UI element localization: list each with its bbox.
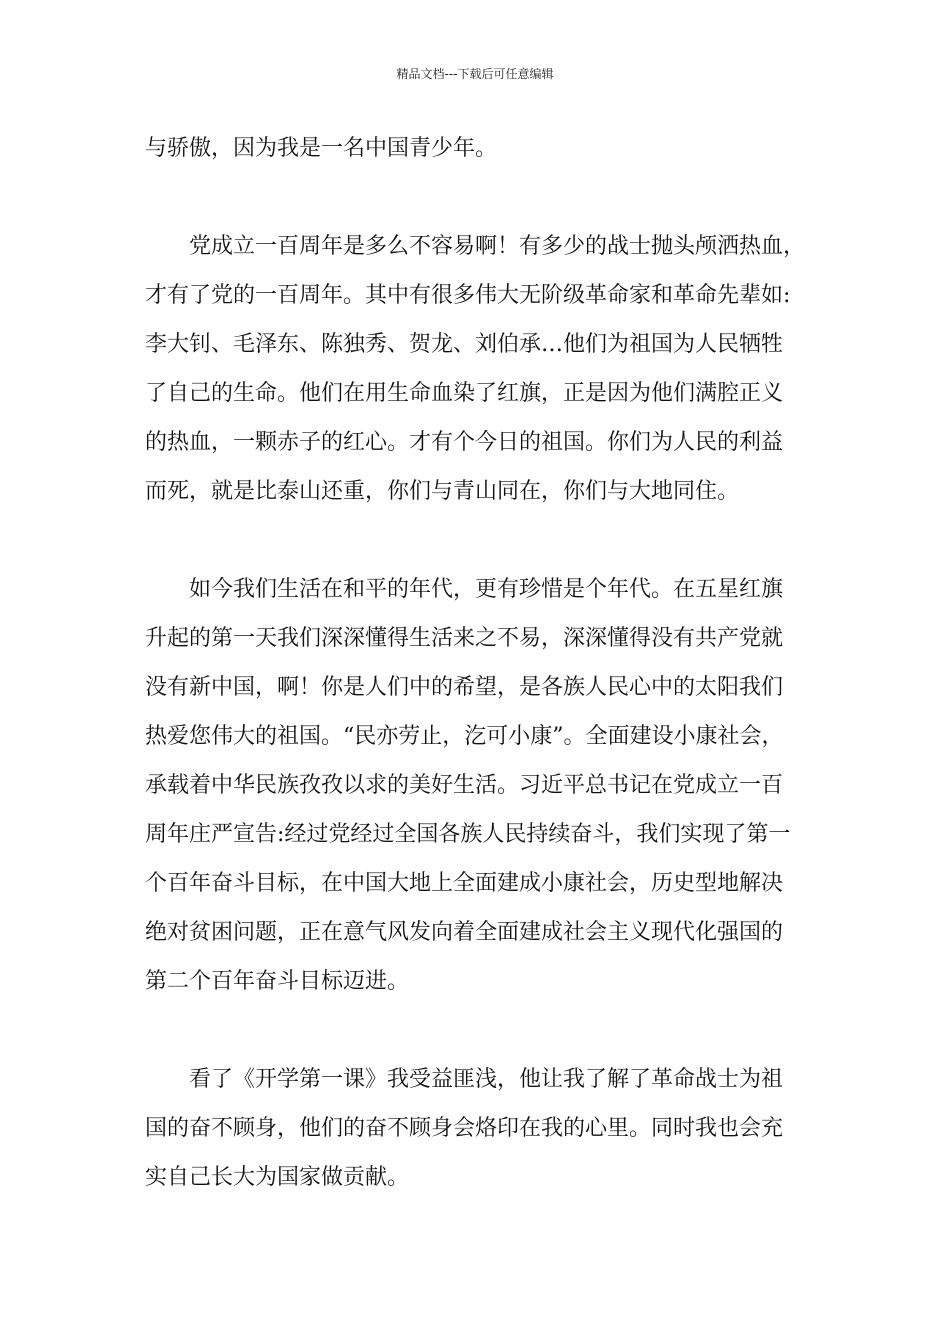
paragraph-line: 才有了党的一百周年。其中有很多伟大无阶级革命家和革命先辈如:	[145, 283, 791, 308]
paragraph-line: 承载着中华民族孜孜以求的美好生活。习近平总书记在党成立一百	[145, 773, 784, 798]
paragraph-line: 第二个百年奋斗目标迈进。	[145, 969, 410, 994]
paragraph-gap	[145, 173, 805, 222]
paragraph-line: 热爱您伟大的祖国。“民亦劳止，汔可小康”。全面建设小康社会，	[145, 724, 784, 749]
paragraph-line: 个百年奋斗目标，在中国大地上全面建成小康社会，历史型地解决	[145, 871, 784, 896]
paragraph-party-centenary	[145, 222, 805, 516]
paragraph-continuation	[145, 124, 805, 173]
paragraph-line: 周年庄严宣告:经过党经过全国各族人民持续奋斗，我们实现了第一	[145, 822, 791, 847]
document-body	[145, 124, 805, 1202]
paragraph-line: 党成立一百周年是多么不容易啊！有多少的战士抛头颅洒热血，	[189, 234, 806, 259]
paragraph-gap	[145, 1006, 805, 1055]
paragraph-line: 而死，就是比泰山还重，你们与青山同在，你们与大地同住。	[145, 479, 740, 504]
paragraph-line: 看了《开学第一课》我受益匪浅，他让我了解了革命战士为祖	[189, 1067, 784, 1092]
paragraph-line: 实自己长大为国家做贡献。	[145, 1165, 410, 1190]
paragraph-line: 的热血，一颗赤子的红心。才有个今日的祖国。你们为人民的利益	[145, 430, 784, 455]
page-header: 精品文档---下载后可任意编辑	[396, 67, 554, 81]
paragraph-line: 李大钊、毛泽东、陈独秀、贺龙、刘伯承…他们为祖国为人民牺牲	[145, 332, 784, 357]
paragraph-peaceful-era	[145, 565, 805, 1006]
paragraph-line: 如今我们生活在和平的年代，更有珍惜是个年代。在五星红旗	[189, 577, 784, 602]
paragraph-line: 国的奋不顾身，他们的奋不顾身会烙印在我的心里。同时我也会充	[145, 1116, 784, 1141]
paragraph-first-lesson	[145, 1055, 805, 1202]
paragraph-line: 绝对贫困问题，正在意气风发向着全面建成社会主义现代化强国的	[145, 920, 784, 945]
paragraph-line: 升起的第一天我们深深懂得生活来之不易，深深懂得没有共产党就	[145, 626, 784, 651]
paragraph-gap	[145, 516, 805, 565]
paragraph-line: 了自己的生命。他们在用生命血染了红旗，正是因为他们满腔正义	[145, 381, 784, 406]
paragraph-line: 没有新中国，啊！你是人们中的希望，是各族人民心中的太阳我们	[145, 675, 784, 700]
paragraph-line: 与骄傲，因为我是一名中国青少年。	[145, 136, 498, 161]
